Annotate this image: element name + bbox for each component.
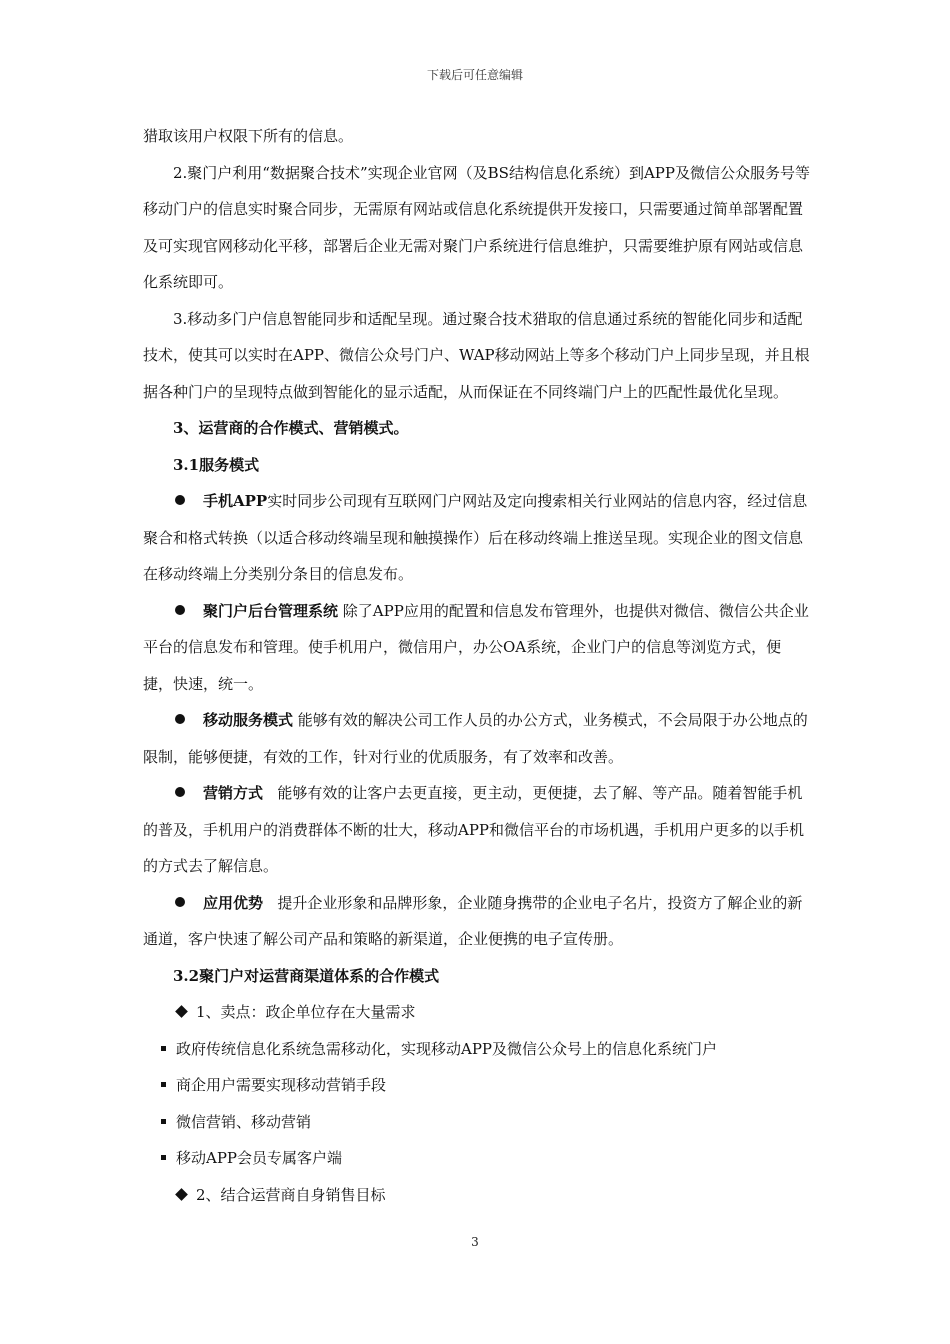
bullet-lead: 营销方式 — [203, 784, 264, 802]
subsection-heading: 3.2聚门户对运营商渠道体系的合作模式 — [173, 966, 440, 985]
bullet-text: 能够有效的解决公司工作人员的办公方式，业务模式，不会局限于办公地点的限制，能够便捷，有效的工作，针对行业的优质服务，有了效率和改善。 — [143, 711, 808, 766]
bullet-text: 提升企业形象和品牌形象，企业随身携带的企业电子名片，投资方了解企业的新通道，客户快速了解公司产品和策略的新渠道，企业便携的电子宣传册。 — [143, 893, 803, 948]
bullet-dot-icon — [175, 897, 185, 907]
bullet-dot-icon — [175, 787, 185, 797]
bullet-paragraph — [143, 702, 811, 775]
diamond-bullet-icon — [175, 1188, 188, 1201]
list-item-text: 2、结合运营商自身销售目标 — [196, 1185, 386, 1204]
page-number: 3 — [471, 1235, 479, 1249]
bullet-text: 除了APP应用的配置和信息发布管理外，也提供对微信、微信公共企业平台的信息发布和管理。使手机用户，微信用户，办公OA系统，企业门户的信息等浏览方式，便捷，快速，统一。 — [143, 601, 809, 693]
paragraph: 猎取该用户权限下所有的信息。 — [143, 127, 354, 145]
bullet-paragraph — [143, 593, 811, 703]
square-list-item — [143, 1031, 811, 1068]
square-bullet-icon — [161, 1119, 166, 1124]
list-item-text: 政府传统信息化系统急需移动化，实现移动APP及微信公众号上的信息化系统门户 — [176, 1039, 718, 1058]
bullet-paragraph — [143, 885, 811, 958]
square-list-item — [143, 1104, 811, 1141]
bullet-dot-icon — [175, 714, 185, 724]
bullet-paragraph — [143, 775, 811, 885]
list-item-text: 移动APP会员专属客户端 — [176, 1149, 343, 1167]
square-bullet-icon — [161, 1082, 166, 1087]
square-list-item — [143, 1067, 811, 1104]
list-item-text: 商企用户需要实现移动营销手段 — [176, 1076, 387, 1094]
bullet-lead: 手机APP — [203, 492, 268, 510]
paragraph: 2.聚门户利用“数据聚合技术”实现企业官网（及BS结构信息化系统）到APP及微信公众服务号等移动门户的信息实时聚合同步，无需原有网站或信息化系统提供开发接口，只需要通过简单部署配置及可实现官网移动化平移，部署后企业无需对聚门户系统进行信息维护，只需要维护原有网站或信息化系统即可。 — [143, 163, 810, 291]
subsection-heading: 3.1服务模式 — [173, 455, 260, 474]
bullet-lead: 移动服务模式 — [203, 711, 294, 729]
bullet-lead: 聚门户后台管理系统 — [203, 601, 339, 620]
bullet-dot-icon — [175, 495, 185, 505]
page-header: 下载后可任意编辑 — [426, 68, 523, 82]
list-item-text: 1、卖点：政企单位存在大量需求 — [196, 1003, 416, 1021]
square-list-item — [143, 1140, 811, 1177]
bullet-dot-icon — [175, 605, 185, 615]
document-body — [143, 118, 811, 1213]
list-item-text: 微信营销、移动营销 — [176, 1112, 312, 1131]
bullet-text: 能够有效的让客户去更直接，更主动，更便捷，去了解、等产品。随着智能手机的普及，手机用户的消费群体不断的壮大，移动APP和微信平台的市场机遇，手机用户更多的以手机的方式去了解信息。 — [143, 784, 805, 875]
diamond-list-item — [143, 1177, 811, 1214]
diamond-bullet-icon — [175, 1005, 188, 1018]
square-bullet-icon — [161, 1155, 166, 1160]
bullet-paragraph — [143, 483, 811, 593]
bullet-text: 实时同步公司现有互联网门户网站及定向搜索相关行业网站的信息内容，经过信息聚合和格式转换（以适合移动终端呈现和触摸操作）后在移动终端上推送呈现。实现企业的图文信息在移动终端上分类别分条目的信息发布。 — [143, 492, 808, 583]
paragraph: 3.移动多门户信息智能同步和适配呈现。通过聚合技术猎取的信息通过系统的智能化同步和适配技术，使其可以实时在APP、微信公众号门户、WAP移动网站上等多个移动门户上同步呈现，并且根据各种门户的呈现特点做到智能化的显示适配，从而保证在不同终端门户上的匹配性最优化呈现。 — [143, 309, 810, 401]
bullet-lead: 应用优势 — [203, 893, 264, 912]
diamond-list-item — [143, 994, 811, 1031]
square-bullet-icon — [161, 1046, 166, 1051]
section-heading: 3、运营商的合作模式、营销模式。 — [173, 419, 409, 437]
